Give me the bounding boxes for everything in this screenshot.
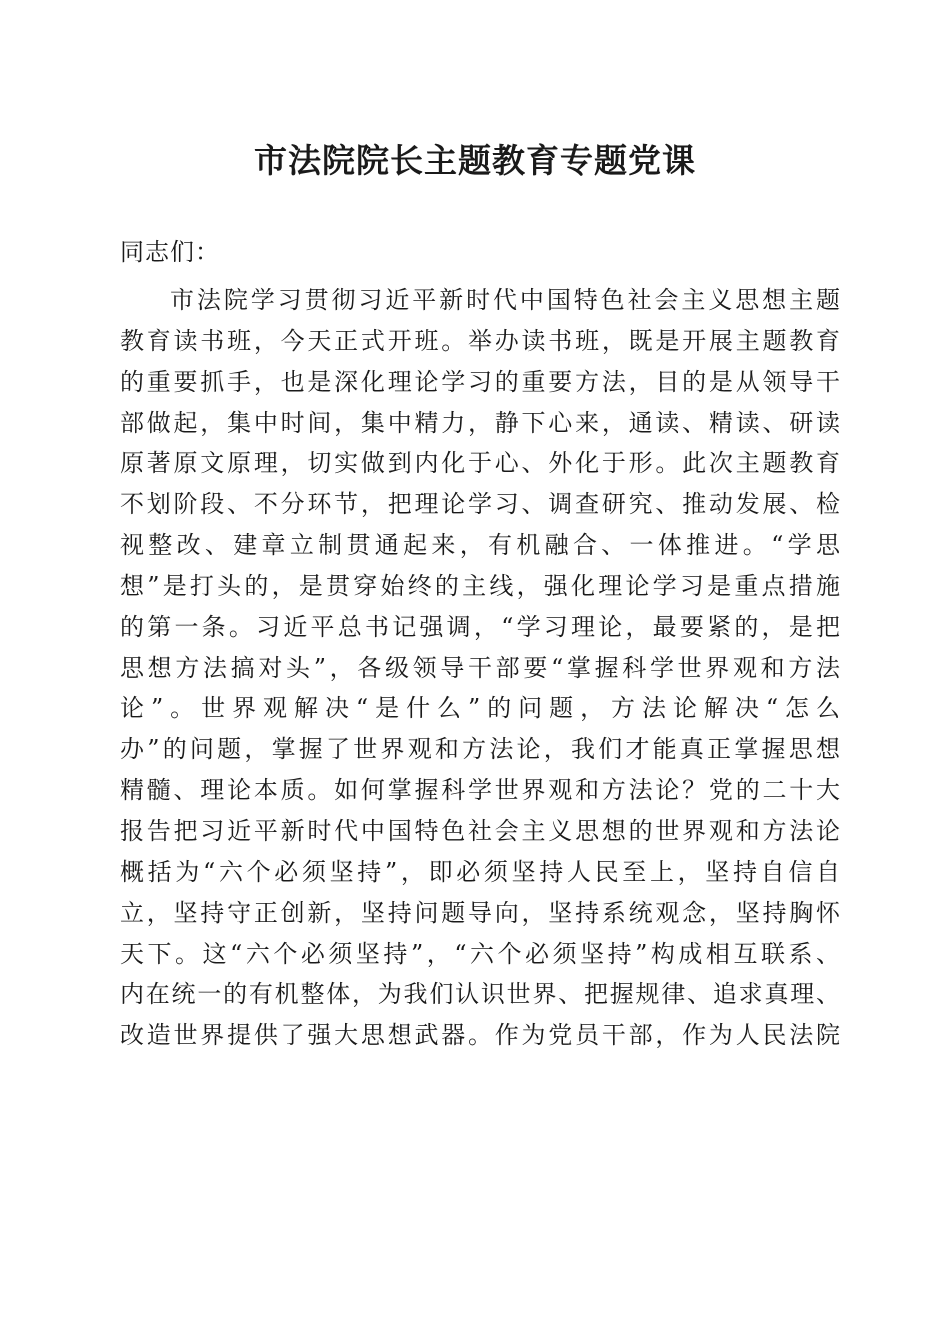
- paragraph-line: 办”的问题，掌握了世界观和方法论，我们才能真正掌握思想: [120, 735, 840, 764]
- salutation: 同志们：: [120, 238, 220, 266]
- paragraph-line: 不划阶段、不分环节，把理论学习、调查研究、推动发展、检: [120, 490, 840, 519]
- paragraph-line: 的第一条。习近平总书记强调，“学习理论，最要紧的，是把: [120, 612, 840, 641]
- document-title: 市法院院长主题教育专题党课: [254, 141, 696, 180]
- paragraph-line: 内在统一的有机整体，为我们认识世界、把握规律、追求真理、: [120, 980, 840, 1009]
- paragraph-line: 立，坚持守正创新，坚持问题导向，坚持系统观念，坚持胸怀: [120, 898, 840, 927]
- paragraph-line: 视整改、建章立制贯通起来，有机融合、一体推进。“学思: [120, 531, 840, 560]
- paragraph-line: 论”。世界观解决“是什么”的问题，方法论解决“怎么: [120, 694, 840, 723]
- paragraph-line: 的重要抓手，也是深化理论学习的重要方法，目的是从领导干: [120, 367, 840, 396]
- paragraph-line: 概括为“六个必须坚持”，即必须坚持人民至上，坚持自信自: [120, 857, 840, 886]
- paragraph-line: 思想方法搞对头”，各级领导干部要“掌握科学世界观和方法: [120, 653, 840, 682]
- paragraph-line: 想”是打头的，是贯穿始终的主线，强化理论学习是重点措施: [120, 571, 840, 600]
- paragraph-line: 报告把习近平新时代中国特色社会主义思想的世界观和方法论: [120, 816, 840, 845]
- paragraph-line: 教育读书班，今天正式开班。举办读书班，既是开展主题教育: [120, 326, 840, 355]
- paragraph-line: 原著原文原理，切实做到内化于心、外化于形。此次主题教育: [120, 449, 840, 478]
- paragraph-line: 精髓、理论本质。如何掌握科学世界观和方法论？党的二十大: [120, 776, 840, 805]
- body-paragraph: [120, 280, 840, 1056]
- paragraph-line: 改造世界提供了强大思想武器。作为党员干部，作为人民法院: [120, 1021, 840, 1050]
- paragraph-line: 市法院学习贯彻习近平新时代中国特色社会主义思想主题: [170, 286, 840, 314]
- paragraph-line: 天下。这“六个必须坚持”，“六个必须坚持”构成相互联系、: [120, 939, 840, 968]
- paragraph-line: 部做起，集中时间，集中精力，静下心来，通读、精读、研读: [120, 408, 840, 437]
